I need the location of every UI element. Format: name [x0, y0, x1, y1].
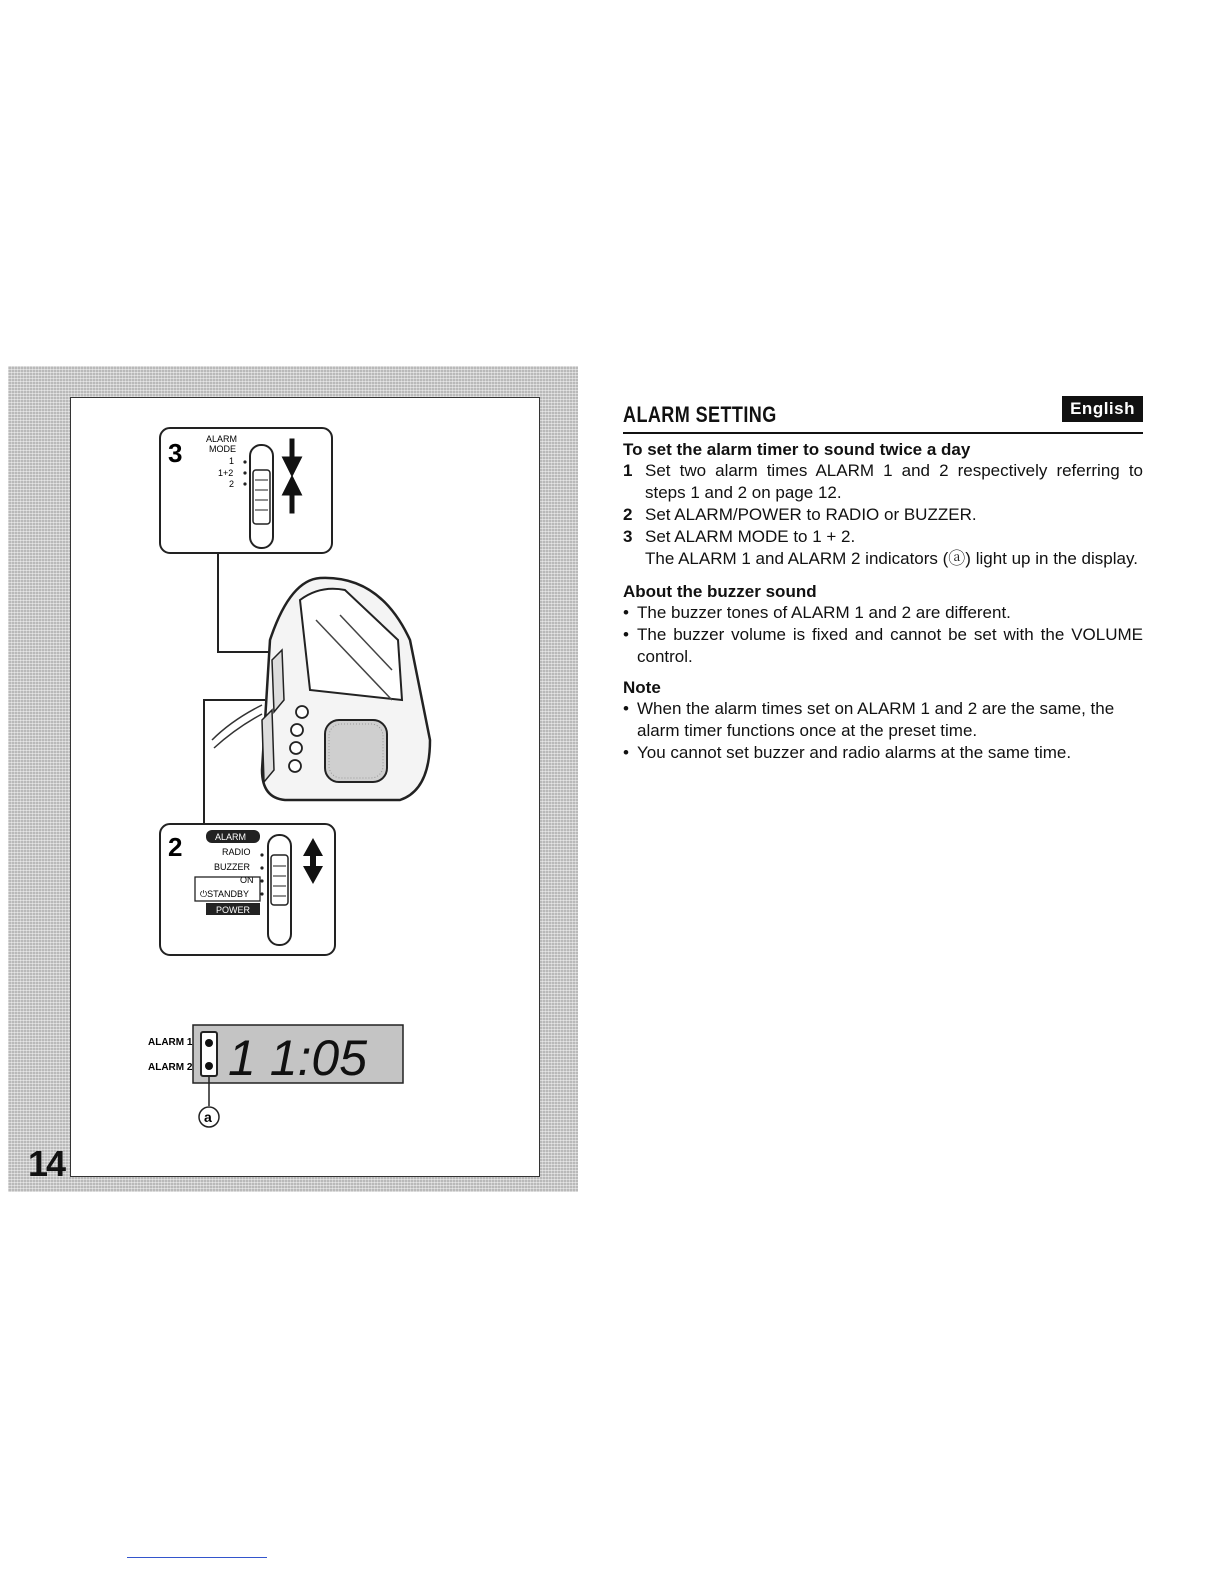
bullet-text: You cannot set buzzer and radio alarms at the same time. [637, 743, 1072, 762]
language-badge: English [1062, 396, 1143, 422]
alarm-mode-label-1: ALARM [206, 434, 238, 444]
note-heading: Note [623, 678, 661, 697]
option-radio: RADIO [222, 847, 251, 857]
connector-line-step3 [218, 553, 278, 652]
twice-a-day-steps [623, 460, 1143, 570]
bullet-text: The buzzer tones of ALARM 1 and 2 are different. [637, 603, 1011, 622]
step3-number: 3 [168, 438, 183, 468]
section-header [623, 396, 1143, 434]
display-panel [148, 1025, 403, 1127]
alarm-power-slider-knob [271, 855, 288, 905]
page-number: 14 [28, 1143, 65, 1184]
option-buzzer: BUZZER [214, 862, 250, 872]
callout-a-label: a [204, 1109, 212, 1125]
alarm2-indicator [205, 1062, 213, 1070]
step2-number: 2 [168, 832, 183, 862]
power-badge: POWER [216, 905, 251, 915]
alarm-mode-option-2: 2 [229, 479, 235, 489]
step2-callout [160, 824, 335, 955]
bullet-text: When the alarm times set on ALARM 1 and 2 are the same, the alarm timer functions once at the preset time. [637, 699, 1115, 740]
bullet-item: • The buzzer volume is fixed and cannot be set with the VOLUME control. [623, 625, 1143, 666]
step-item [623, 460, 1143, 504]
note-bullets [623, 698, 1143, 764]
option-standby: ⏻STANDBY [200, 889, 249, 899]
buzzer-heading: About the buzzer sound [623, 582, 817, 601]
alarm-badge: ALARM [215, 832, 247, 842]
step-text: Set ALARM MODE to 1 + 2. [645, 527, 856, 546]
clock-radio-device [212, 578, 430, 800]
step-number: 2 [623, 505, 633, 524]
lcd-time: 1 1:05 [228, 1030, 368, 1086]
alarm-mode-label-2: MODE [209, 444, 236, 454]
alarm1-label: ALARM 1 [148, 1037, 193, 1048]
step-text: Set ALARM/POWER to RADIO or BUZZER. [645, 505, 977, 524]
bullet-item: • You cannot set buzzer and radio alarms at the same time. [623, 743, 1072, 762]
bullet-item: • When the alarm times set on ALARM 1 and 2 are the same, the alarm timer functions once at the preset time. [623, 699, 1115, 740]
bullet-text: The buzzer volume is fixed and cannot be set with the VOLUME control. [637, 625, 1143, 666]
alarm-mode-option-1plus2: 1+2 [218, 468, 234, 478]
alarm-mode-option-1: 1 [229, 456, 235, 466]
footer-rule [127, 1557, 267, 1558]
section-title: ALARM SETTING [623, 402, 777, 427]
step3-callout [160, 428, 332, 553]
bullet-item: • The buzzer tones of ALARM 1 and 2 are different. [623, 603, 1011, 622]
alarm2-label: ALARM 2 [148, 1062, 193, 1073]
step-extra-text: The ALARM 1 and ALARM 2 indicators (ⓐ) light up in the display. [645, 549, 1138, 568]
instructions-column [623, 396, 1143, 764]
alarm1-indicator [205, 1039, 213, 1047]
alarm-mode-slider-knob [253, 470, 270, 524]
step-number: 3 [623, 527, 633, 546]
step-number: 1 [623, 461, 633, 480]
buzzer-bullets [623, 602, 1143, 668]
clock-radio-illustration [0, 0, 600, 1200]
step-text: Set two alarm times ALARM 1 and 2 respectively referring to steps 1 and 2 on page 12. [645, 461, 1143, 502]
twice-a-day-heading: To set the alarm timer to sound twice a day [623, 440, 971, 459]
step-item [623, 504, 1143, 526]
connector-line-step2 [204, 700, 265, 824]
option-on: ON [240, 875, 254, 885]
step-item [623, 526, 1143, 570]
